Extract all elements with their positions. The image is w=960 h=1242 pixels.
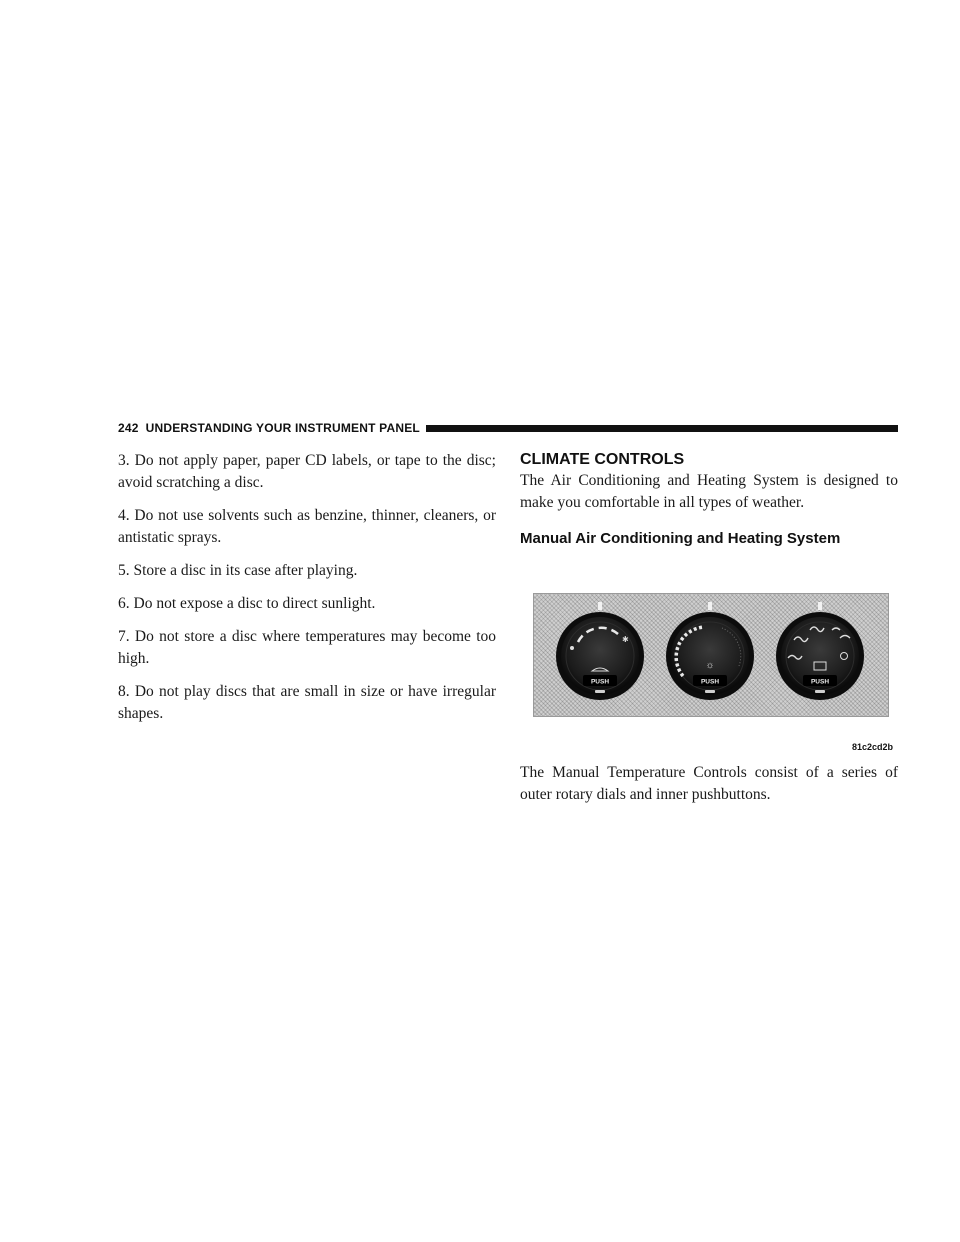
fan-icon: ✱ — [622, 635, 629, 644]
description-paragraph: The Manual Temperature Controls consist of a series of outer rotary dials and inner pushbuttons. — [520, 764, 898, 803]
list-item: 8. Do not play discs that are small in size or have irregular shapes. — [118, 683, 496, 722]
figure-id: 81c2cd2b — [852, 742, 894, 752]
section-title: UNDERSTANDING YOUR INSTRUMENT PANEL — [145, 421, 420, 435]
indicator-light — [595, 690, 605, 693]
list-item: 5. Store a disc in its case after playing. — [118, 562, 358, 579]
sun-icon: ☼ — [705, 660, 715, 671]
section-heading: CLIMATE CONTROLS — [520, 451, 685, 468]
off-dot-icon — [570, 646, 574, 650]
push-button-label: PUSH — [590, 678, 610, 686]
indicator-light — [705, 690, 715, 693]
mode-knob — [776, 602, 864, 700]
list-item: 3. Do not apply paper, paper CD labels, or tape to the disc; avoid scratching a disc. — [118, 452, 496, 491]
temperature-knob — [666, 602, 754, 700]
page-number: 242 — [118, 421, 139, 435]
blower-knob — [556, 602, 644, 700]
climate-control-illustration — [534, 594, 890, 718]
push-button-label: PUSH — [700, 678, 720, 686]
subsection-heading: Manual Air Conditioning and Heating System — [520, 530, 841, 547]
list-item: 7. Do not store a disc where temperatures may become too high. — [118, 628, 496, 667]
intro-paragraph: The Air Conditioning and Heating System is designed to make you comfortable in all types of weather. — [520, 472, 898, 511]
indicator-light — [815, 690, 825, 693]
climate-control-figure — [533, 593, 889, 717]
page-header — [118, 420, 898, 436]
list-item: 4. Do not use solvents such as benzine, thinner, cleaners, or antistatic sprays. — [118, 507, 496, 546]
left-column — [118, 450, 496, 736]
list-item: 6. Do not expose a disc to direct sunlight. — [118, 595, 376, 612]
push-button-label: PUSH — [810, 678, 830, 686]
header-rule — [426, 425, 898, 432]
